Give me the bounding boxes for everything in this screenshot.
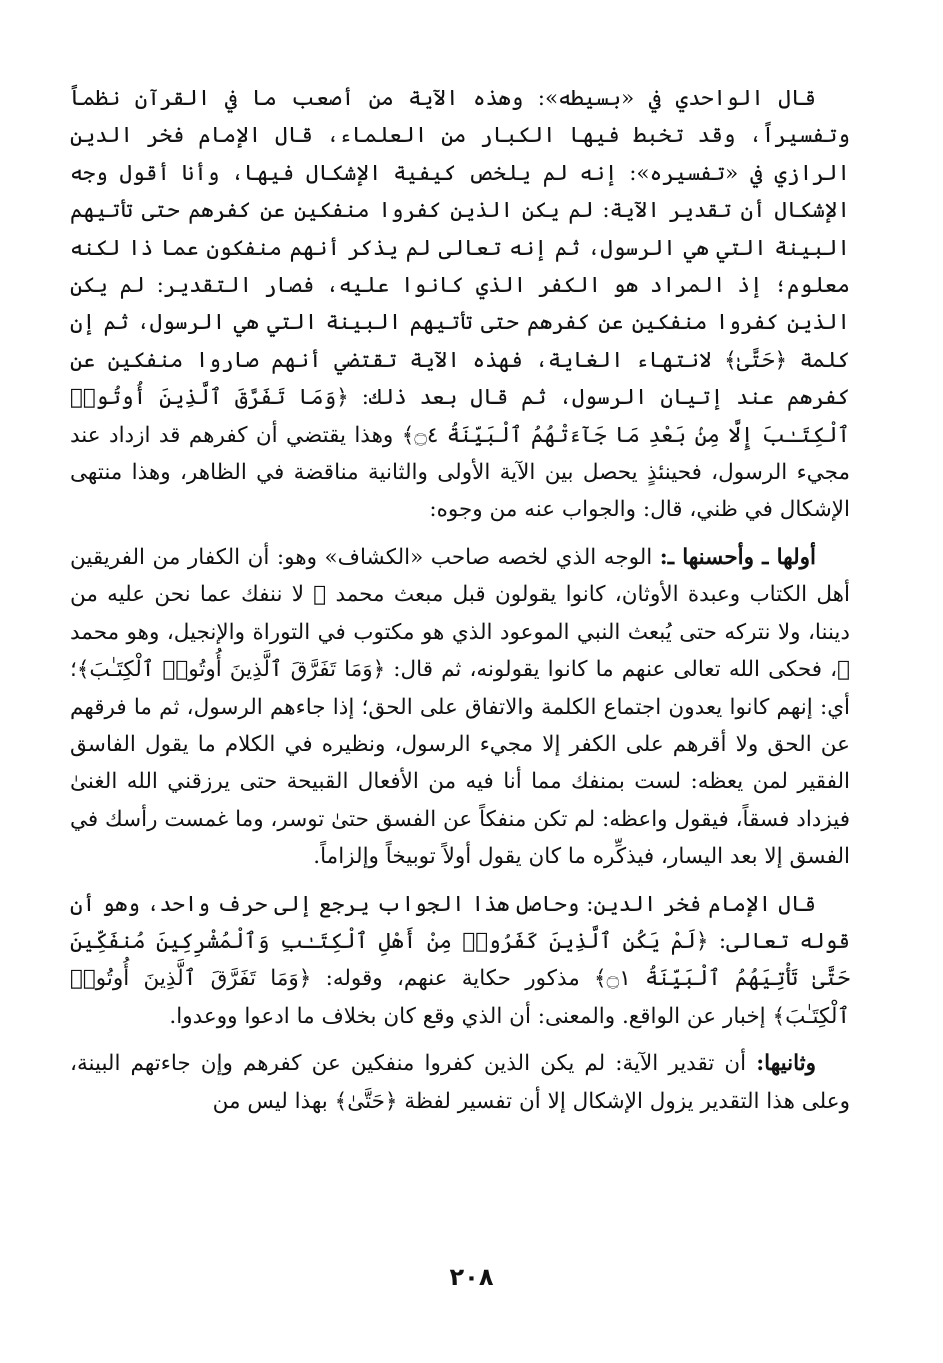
paragraph-2-lead: أولها ـ وأحسنها ـ: bbox=[659, 544, 816, 570]
paragraph-1 bbox=[70, 80, 850, 529]
paragraph-1-text: قال الواحدي في «بسيطه»: وهذه الآية من أصعب ما في القرآن نظماً وتفسيراً، وقد تخبط فيها الكبار من العلماء، قال الإمام فخر الدين الرازي في «تفسيره»: إنه لم يلخص كيفية الإشكال فيها، وأنا أقول وجه الإشكال أن تقدير الآية: لم يكن الذين كفروا منفكين عن كفرهم حتى تأتيهم البينة التي هي الرسول، ثم إنه تعالى لم يذكر أنهم منفكون عما ذا لكنه معلوم؛ إذ المراد هو الكفر الذي كانوا عليه، فصار التقدير: لم يكن الذين كفروا منفكين عن كفرهم حتى تأتيهم البينة التي هي الرسول، ثم إن كلمة ﴿حَتَّىٰ﴾ لانتهاء الغاية، فهذه الآية تقتضي أنهم صاروا منفكين عن كفرهم عند إتيان الرسول، ثم قال بعد ذلك: ﴿وَمَا تَفَرَّقَ ٱلَّذِينَ أُوتُوا۟ ٱلْكِتَـٰبَ إِلَّا مِنۢ بَعْدِ مَا جَآءَتْهُمُ ٱلْبَيِّنَةُ ۝٤﴾ وهذا يقتضي أن كفرهم قد ازداد عند مجيء الرسول، فحينئذٍ يحصل بين الآية الأولى والثانية مناقضة في الظاهر، وهذا منتهى الإشكال في ظني، قال: والجواب عنه من وجوه: bbox=[70, 86, 850, 523]
paragraph-4-text: أن تقدير الآية: لم يكن الذين كفروا منفكين عن كفرهم وإن جاءتهم البينة، وعلى هذا التقدير يزول الإشكال إلا أن تفسير لفظة ﴿حَتَّىٰ﴾ بهذا ليس من bbox=[70, 1051, 850, 1114]
paragraph-3-text: قال الإمام فخر الدين: وحاصل هذا الجواب يرجع إلى حرف واحد، وهو أن قوله تعالى: ﴿لَمْ يَكُنِ ٱلَّذِينَ كَفَرُوا۟ مِنْ أَهْلِ ٱلْكِتَـٰبِ وَٱلْمُشْرِكِينَ مُنفَكِّينَ حَتَّىٰ تَأْتِيَهُمُ ٱلْبَيِّنَةُ ۝١﴾ مذكور حكاية عنهم، وقوله: ﴿وَمَا تَفَرَّقَ ٱلَّذِينَ أُوتُوا۟ ٱلْكِتَـٰبَ﴾ إخبار عن الواقع. والمعنى: أن الذي وقع كان بخلاف ما ادعوا ووعدوا. bbox=[70, 891, 851, 1029]
paragraph-2 bbox=[70, 539, 850, 876]
paragraph-4 bbox=[70, 1045, 850, 1120]
paragraph-3 bbox=[70, 886, 850, 1036]
page-number: ٢٠٨ bbox=[449, 1263, 494, 1291]
paragraph-4-lead: وثانيها: bbox=[756, 1051, 816, 1077]
page-body bbox=[70, 80, 850, 1130]
paragraph-2-text: الوجه الذي لخصه صاحب «الكشاف» وهو: أن الكفار من الفريقين أهل الكتاب وعبدة الأوثان، كانوا يقولون قبل مبعث محمد ﷺ لا ننفك عما نحن عليه من ديننا، ولا نتركه حتى يُبعث النبي الموعود الذي هو مكتوب في التوراة والإنجيل، وهو محمد ﷺ، فحكى الله تعالى عنهم ما كانوا يقولونه، ثم قال: ﴿وَمَا تَفَرَّقَ ٱلَّذِينَ أُوتُوا۟ ٱلْكِتَـٰبَ﴾؛ أي: إنهم كانوا يعدون اجتماع الكلمة والاتفاق على الحق؛ إذا جاءهم الرسول، ثم ما فرقهم عن الحق ولا أقرهم على الكفر إلا مجيء الرسول، ونظيره في الكلام ما يقول الفاسق الفقير لمن يعظه: لست بمنفك مما أنا فيه من الأفعال القبيحة حتى يرزقني الله الغنىٰ فيزداد فسقاً، فيقول واعظه: لم تكن منفكاً عن الفسق حتىٰ توسر، وما غمست رأسك في الفسق إلا بعد اليسار، فيذكِّره ما كان يقول أولاً توبيخاً وإلزاماً. bbox=[69, 544, 850, 870]
